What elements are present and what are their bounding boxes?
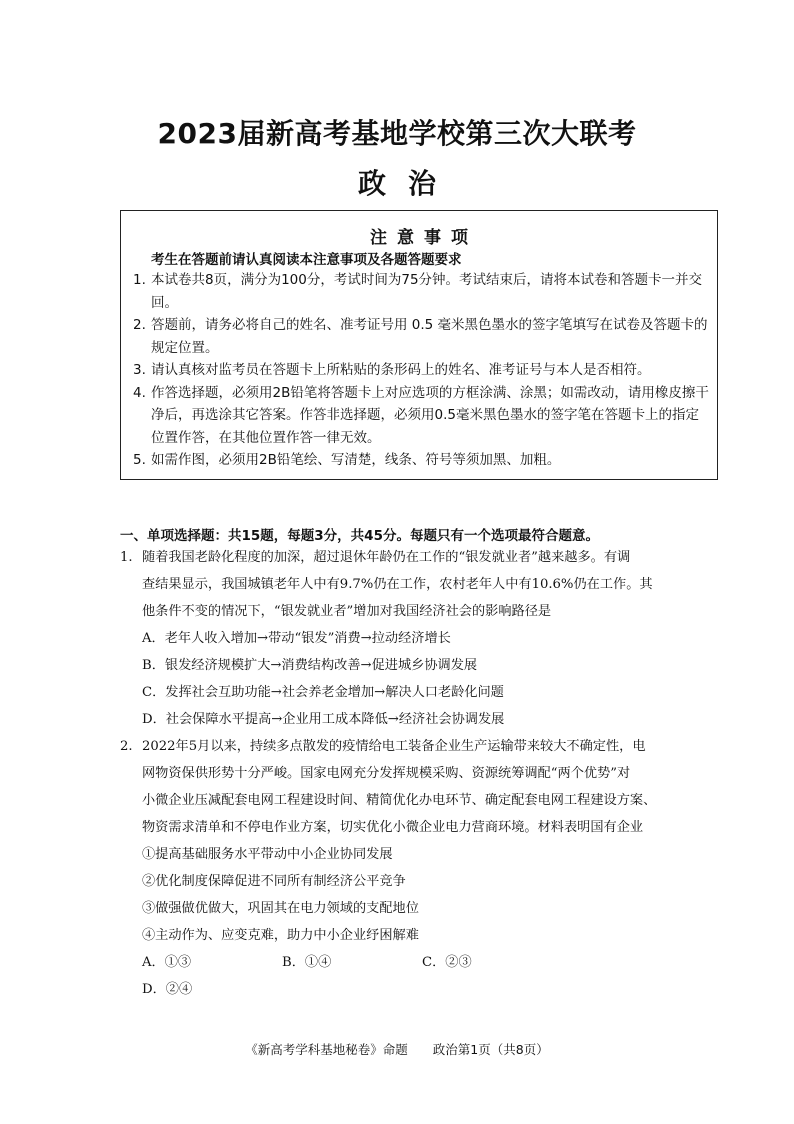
page-footer: 《新高考学科基地秘卷》命题 政治第1页（共8页） xyxy=(245,1042,549,1057)
notice-item xyxy=(129,359,711,382)
question-stem-line: 查结果显示，我国城镇老年人中有9.7%仍在工作，农村老年人中有10.6%仍在工作。其 xyxy=(142,577,653,592)
question-stem-line: 物资需求清单和不停电作业方案，切实优化小微企业电力营商环境。材料表明国有企业 xyxy=(142,820,644,835)
statement-2: ②优化制度保障促进不同所有制经济公平竞争 xyxy=(142,874,406,889)
question-2 xyxy=(120,733,690,997)
notice-item-number: 3. xyxy=(133,362,146,378)
choice-d: D．②④ xyxy=(142,982,193,997)
statement-4: ④主动作为、应变克难，助力中小企业纾困解难 xyxy=(142,928,419,943)
notice-item xyxy=(129,449,711,472)
choice-c: C．②③ xyxy=(422,955,472,970)
exam-title: 2023届新高考基地学校第三次大联考 xyxy=(157,117,637,150)
choice-b: B．①④ xyxy=(282,955,332,970)
notice-item-number: 4. xyxy=(133,384,146,401)
option-b: B．银发经济规模扩大→消费结构改善→促进城乡协调发展 xyxy=(142,658,478,673)
question-number: 1. xyxy=(120,550,133,565)
question-stem-line: 网物资保供形势十分严峻。国家电网充分发挥规模采购、资源统筹调配“两个优势”对 xyxy=(142,766,631,781)
notice-item-text: 答题前，请务必将自己的姓名、准考证号用 0.5 毫米黑色墨水的签字笔填写在试卷及答题卡的规定位置。 xyxy=(151,317,708,356)
notice-item xyxy=(129,269,711,314)
question-stem-line: 他条件不变的情况下，“银发就业者”增加对我国经济社会的影响路径是 xyxy=(142,604,552,619)
notice-box xyxy=(120,210,718,480)
notice-item-number: 1. xyxy=(133,272,146,288)
answer-choices xyxy=(120,949,690,997)
notice-item-number: 5. xyxy=(133,452,146,468)
notice-item-text: 如需作图，必须用2B铅笔绘、写清楚，线条、符号等须加黑、加粗。 xyxy=(151,452,561,468)
question-stem-line: 1. 随着我国老龄化程度的加深，超过退休年龄仍在工作的“银发就业者”越来越多。有调 xyxy=(120,544,690,571)
question-1 xyxy=(120,544,690,733)
notice-heading: 注意事项 xyxy=(370,228,478,248)
notice-item-text: 请认真核对监考员在答题卡上所粘贴的条形码上的姓名、准考证号与本人是否相符。 xyxy=(151,362,651,378)
choice-a: A．①③ xyxy=(142,955,192,970)
notice-item-text: 本试卷共8页，满分为100分，考试时间为75分钟。考试结束后，请将本试卷和答题卡一并交回。 xyxy=(151,272,703,311)
notice-item xyxy=(129,314,711,359)
question-stem-line: 2. 2022年5月以来，持续多点散发的疫情给电工装备企业生产运输带来较大不确定性，电 xyxy=(120,733,690,760)
notice-item-number: 2. xyxy=(133,317,146,333)
section-title: 一、单项选择题：共15题，每题3分，共45分。每题只有一个选项最符合题意。 xyxy=(120,528,599,544)
notice-item xyxy=(129,382,711,450)
option-a: A．老年人收入增加→带动“银发”消费→拉动经济增长 xyxy=(142,631,451,646)
statement-1: ①提高基础服务水平带动中小企业协同发展 xyxy=(142,847,393,862)
question-number: 2. xyxy=(120,739,133,754)
question-stem-line: 小微企业压减配套电网工程建设时间、精简优化办电环节、确定配套电网工程建设方案、 xyxy=(142,793,657,808)
notice-intro: 考生在答题前请认真阅读本注意事项及各题答题要求 xyxy=(151,252,462,268)
subject-title: 政治 xyxy=(357,167,458,200)
notice-list xyxy=(129,269,711,472)
notice-item-text: 作答选择题，必须用2B铅笔将答题卡上对应选项的方框涂满、涂黑；如需改动，请用橡皮擦干净后，再选涂其它答案。作答非选择题，必须用0.5毫米黑色墨水的签字笔在答题卡上的指定位置作答，在其他位置作答一律无效。 xyxy=(151,384,709,446)
option-c: C．发挥社会互助功能→社会养老金增加→解决人口老龄化问题 xyxy=(142,685,504,700)
statement-3: ③做强做优做大，巩固其在电力领域的支配地位 xyxy=(142,901,419,916)
option-d: D．社会保障水平提高→企业用工成本降低→经济社会协调发展 xyxy=(142,712,505,727)
